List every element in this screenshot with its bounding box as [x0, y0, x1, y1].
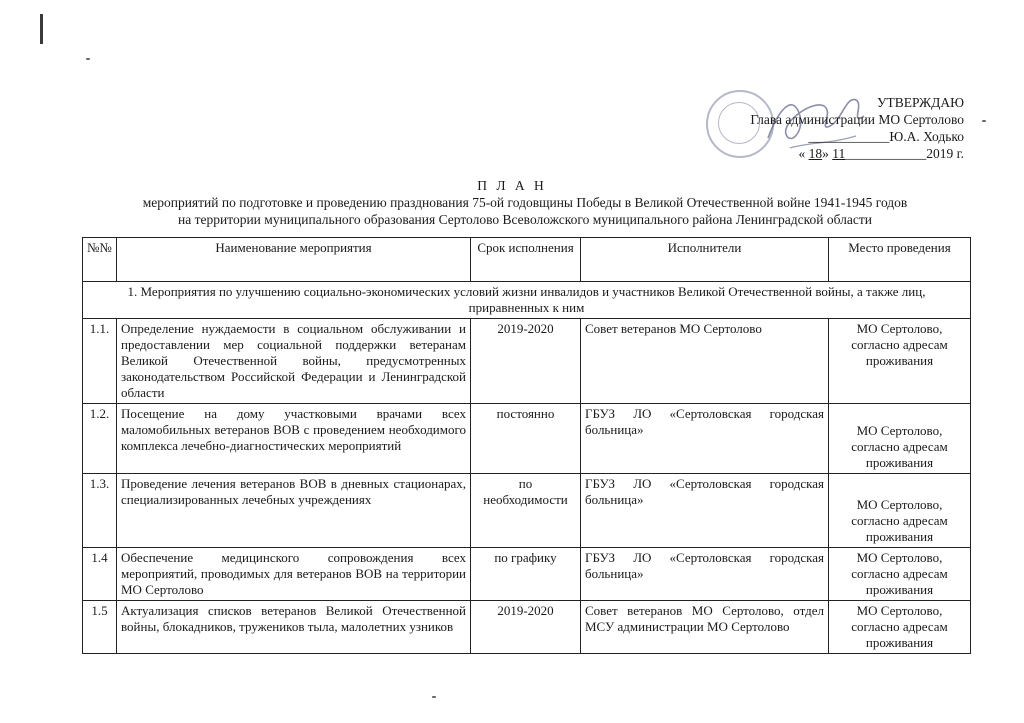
scan-speck	[86, 58, 90, 60]
row-name: Обеспечение медицинского сопровождения всех мероприятий, проводимых для ветеранов ВОВ на территории МО Сертолово	[117, 548, 471, 601]
plan-table	[82, 237, 971, 654]
scan-mark	[40, 14, 43, 44]
row-executors: Совет ветеранов МО Сертолово	[581, 319, 829, 404]
row-executors: ГБУЗ ЛО «Сертоловская городская больница»	[581, 404, 829, 474]
plan-subtitle	[60, 194, 990, 228]
row-term: по необходимости	[471, 474, 581, 548]
row-place: МО Сертолово, согласно адресам проживания	[829, 548, 971, 601]
table-header-row	[83, 238, 971, 282]
row-place: МО Сертолово, согласно адресам проживания	[829, 404, 971, 474]
approval-position: Глава администрации МО Сертолово	[750, 112, 964, 127]
row-name: Посещение на дому участковыми врачами всех маломобильных ветеранов ВОВ с проведением необходимого комплекса лечебно-диагностических мероприятий	[117, 404, 471, 474]
header-place: Место проведения	[829, 238, 971, 282]
approval-date-day: 18	[808, 146, 823, 161]
table-row	[83, 474, 971, 548]
row-executors: Совет ветеранов МО Сертолово, отдел МСУ администрации МО Сертолово	[581, 601, 829, 654]
row-place: МО Сертолово, согласно адресам проживания	[829, 319, 971, 404]
row-name: Определение нуждаемости в социальном обслуживании и предоставлении мер социальной поддержки ветеранам Великой Отечественной войны, предусмотренных законодательством Российской Федерации и Ленинградской области	[117, 319, 471, 404]
row-term: по графику	[471, 548, 581, 601]
approval-name: Ю.А. Ходько	[889, 129, 964, 144]
table-row	[83, 404, 971, 474]
section-row	[83, 282, 971, 319]
header-term: Срок исполнения	[471, 238, 581, 282]
table-row	[83, 601, 971, 654]
row-executors: ГБУЗ ЛО «Сертоловская городская больница»	[581, 474, 829, 548]
row-place: МО Сертолово, согласно адресам проживания	[829, 601, 971, 654]
header-num: №№	[83, 238, 117, 282]
plan-title: П Л А Н	[477, 178, 547, 193]
table-row	[83, 319, 971, 404]
approval-date-year: 2019 г.	[926, 146, 964, 161]
row-term: 2019-2020	[471, 319, 581, 404]
approval-block	[664, 94, 964, 162]
plan-subtitle-line-1: мероприятий по подготовке и проведению празднования 75-ой годовщины Победы в Великой Отечественной войне 1941-1945 годов	[142, 195, 908, 210]
row-num: 1.1.	[83, 319, 117, 404]
row-place: МО Сертолово, согласно адресам проживания	[829, 474, 971, 548]
approval-name-line: ____________Ю.А. Ходько	[808, 129, 964, 144]
scan-speck	[982, 120, 986, 122]
row-num: 1.5	[83, 601, 117, 654]
row-num: 1.3.	[83, 474, 117, 548]
approval-date-month: 11	[832, 146, 846, 161]
plan-subtitle-line-2: на территории муниципального образования Сертолово Всеволожского муниципального района Ленинградской области	[178, 212, 872, 227]
section-1-title: 1. Мероприятия по улучшению социально-экономических условий жизни инвалидов и участников Великой Отечественной войны, а также лиц, приравненных к ним	[83, 282, 971, 319]
row-num: 1.2.	[83, 404, 117, 474]
row-name: Проведение лечения ветеранов ВОВ в дневных стационарах, специализированных лечебных учреждениях	[117, 474, 471, 548]
header-executors: Исполнители	[581, 238, 829, 282]
approval-date: « 18» 11____________2019 г.	[798, 146, 964, 161]
approval-title: УТВЕРЖДАЮ	[876, 95, 964, 110]
table-row	[83, 548, 971, 601]
scan-speck	[432, 696, 436, 698]
row-term: постоянно	[471, 404, 581, 474]
row-executors: ГБУЗ ЛО «Сертоловская городская больница»	[581, 548, 829, 601]
header-name: Наименование мероприятия	[117, 238, 471, 282]
row-num: 1.4	[83, 548, 117, 601]
row-name: Актуализация списков ветеранов Великой Отечественной войны, блокадников, тружеников тыла, малолетних узников	[117, 601, 471, 654]
row-term: 2019-2020	[471, 601, 581, 654]
